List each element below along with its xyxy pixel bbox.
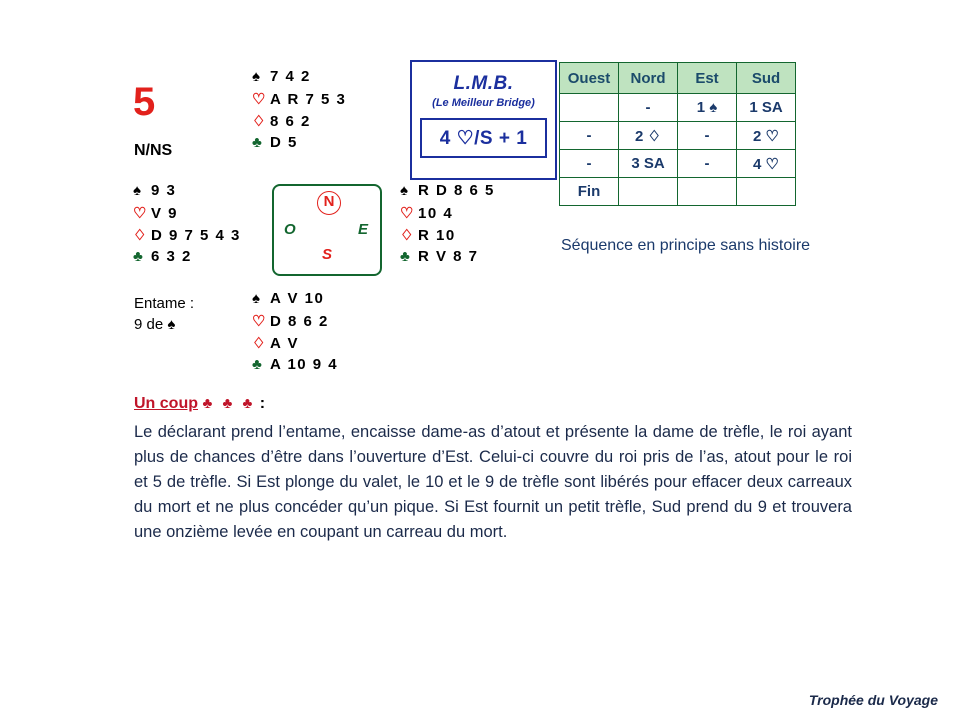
- hand-south-spades-cards: A V 10: [270, 290, 325, 307]
- lmb-box: [410, 60, 557, 180]
- diamond-icon: ♢: [252, 113, 266, 130]
- auction-cell: 1 ♠: [678, 94, 737, 122]
- commentary-title: Un coup: [134, 395, 198, 412]
- diamond-icon: ♢: [133, 227, 147, 244]
- lmb-contract: 4 ♡/S + 1: [439, 127, 528, 149]
- hand-east-spades-cards: R D 8 6 5: [418, 182, 495, 199]
- auction-cell: 4 ♡: [737, 150, 796, 178]
- hand-north-clubs: [252, 134, 346, 156]
- commentary-colon: :: [259, 395, 266, 412]
- hand-south-diamonds: [252, 334, 338, 356]
- hand-west-spades-cards: 9 3: [151, 182, 177, 199]
- auction-cell: [737, 178, 796, 206]
- hand-north-diamonds: [252, 112, 346, 134]
- hand-south: [252, 290, 338, 378]
- auction-cell: -: [619, 94, 678, 122]
- auction-cell: 3 SA: [619, 150, 678, 178]
- hand-east-clubs-cards: R V 8 7: [418, 248, 479, 265]
- hand-west-clubs-cards: 6 3 2: [151, 248, 192, 265]
- hand-south-hearts-cards: D 8 6 2: [270, 313, 329, 330]
- auction-header-row: [560, 63, 796, 94]
- spade-icon: ♠: [252, 68, 260, 85]
- commentary-heading: [134, 395, 854, 413]
- auction-row: [560, 178, 796, 206]
- hand-east-hearts-cards: 10 4: [418, 205, 454, 222]
- hand-west-diamonds-cards: D 9 7 5 4 3: [151, 227, 241, 244]
- lmb-title: L.M.B.: [453, 73, 514, 94]
- diamond-icon: ♢: [400, 227, 414, 244]
- compass-south-label: S: [322, 246, 333, 263]
- deal-number: 5: [133, 80, 156, 124]
- club-icon: ♣: [400, 248, 410, 265]
- auction-cell: [678, 178, 737, 206]
- heart-icon: ♡: [252, 91, 266, 108]
- compass-box: [272, 184, 382, 276]
- spade-icon: ♠: [252, 290, 260, 307]
- hand-west-hearts-cards: V 9: [151, 205, 179, 222]
- hand-south-spades: [252, 290, 338, 312]
- deal-vulnerability: N/NS: [134, 142, 173, 159]
- hand-north: [252, 68, 346, 156]
- hand-south-diamonds-cards: A V: [270, 335, 299, 352]
- auction-note: Séquence en principe sans histoire: [561, 237, 811, 254]
- footer-credit: Trophée du Voyage: [808, 692, 938, 708]
- compass-north-label: N: [317, 191, 341, 215]
- auction-cell: Fin: [560, 178, 619, 206]
- auction-cell: -: [678, 122, 737, 150]
- auction-cell: [619, 178, 678, 206]
- heart-icon: ♡: [133, 205, 147, 222]
- hand-west-clubs: [133, 248, 241, 270]
- lmb-subtitle: (Le Meilleur Bridge): [432, 97, 535, 109]
- hand-north-clubs-cards: D 5: [270, 134, 298, 151]
- auction-row: [560, 122, 796, 150]
- auction-header-east: Est: [678, 63, 737, 94]
- auction-table: [559, 62, 796, 206]
- spade-icon: ♠: [133, 182, 141, 199]
- club-icon: ♣: [252, 356, 262, 373]
- hand-east: [400, 182, 495, 270]
- commentary-body: Le déclarant prend l’entame, encaisse dame-as d’atout et présente la dame de trèfle, le roi ayant plus de chances d’être dans l’ouverture d’Est. Celui-ci couvre du roi pris de l’as, atout pour le roi et 5 de trèfle. Si Est plonge du valet, le 10 et le 9 de trèfle sont libérés pour effacer deux carreaux du mort et ne plus concéder qu’un pique. Si Est fournit un petit trèfle, Sud prend du 9 et trouvera une onzième levée en coupant un carreau du mort.: [134, 423, 852, 541]
- hand-east-clubs: [400, 248, 495, 270]
- compass-west-label: O: [284, 221, 296, 238]
- auction-header-west: Ouest: [560, 63, 619, 94]
- spade-icon: ♠: [400, 182, 408, 199]
- hand-east-diamonds: [400, 226, 495, 248]
- hand-west: [133, 182, 241, 270]
- auction-cell: -: [560, 150, 619, 178]
- hand-north-hearts-cards: A R 7 5 3: [270, 91, 347, 108]
- auction-cell: 2 ♢: [619, 122, 678, 150]
- hand-east-spades: [400, 182, 495, 204]
- auction-cell: 1 SA: [737, 94, 796, 122]
- club-icon: ♣: [133, 248, 143, 265]
- hand-west-hearts: [133, 204, 241, 226]
- opening-lead: [134, 295, 194, 333]
- heart-icon: ♡: [400, 205, 414, 222]
- diamond-icon: ♢: [252, 335, 266, 352]
- hand-north-spades: [252, 68, 346, 90]
- auction-cell: -: [560, 122, 619, 150]
- auction-row: [560, 150, 796, 178]
- hand-south-clubs-cards: A 10 9 4: [270, 356, 339, 373]
- hand-south-hearts: [252, 312, 338, 334]
- auction-header-north: Nord: [619, 63, 678, 94]
- opening-lead-card: 9 de ♠: [134, 316, 176, 333]
- hand-east-diamonds-cards: R 10: [418, 227, 456, 244]
- hand-west-diamonds: [133, 226, 241, 248]
- hand-south-clubs: [252, 356, 338, 378]
- lmb-contract-frame: [420, 118, 547, 158]
- hand-north-spades-cards: 7 4 2: [270, 68, 311, 85]
- auction-cell: 2 ♡: [737, 122, 796, 150]
- hand-north-diamonds-cards: 8 6 2: [270, 113, 311, 130]
- hand-west-spades: [133, 182, 241, 204]
- compass-east-label: E: [357, 221, 368, 238]
- auction-row: [560, 94, 796, 122]
- opening-lead-label: Entame :: [134, 295, 195, 312]
- auction-cell: [560, 94, 619, 122]
- auction-cell: -: [678, 150, 737, 178]
- difficulty-stars: ♣ ♣ ♣: [202, 395, 256, 412]
- hand-east-hearts: [400, 204, 495, 226]
- auction-header-south: Sud: [737, 63, 796, 94]
- hand-north-hearts: [252, 90, 346, 112]
- commentary: [134, 395, 854, 545]
- club-icon: ♣: [252, 134, 262, 151]
- heart-icon: ♡: [252, 313, 266, 330]
